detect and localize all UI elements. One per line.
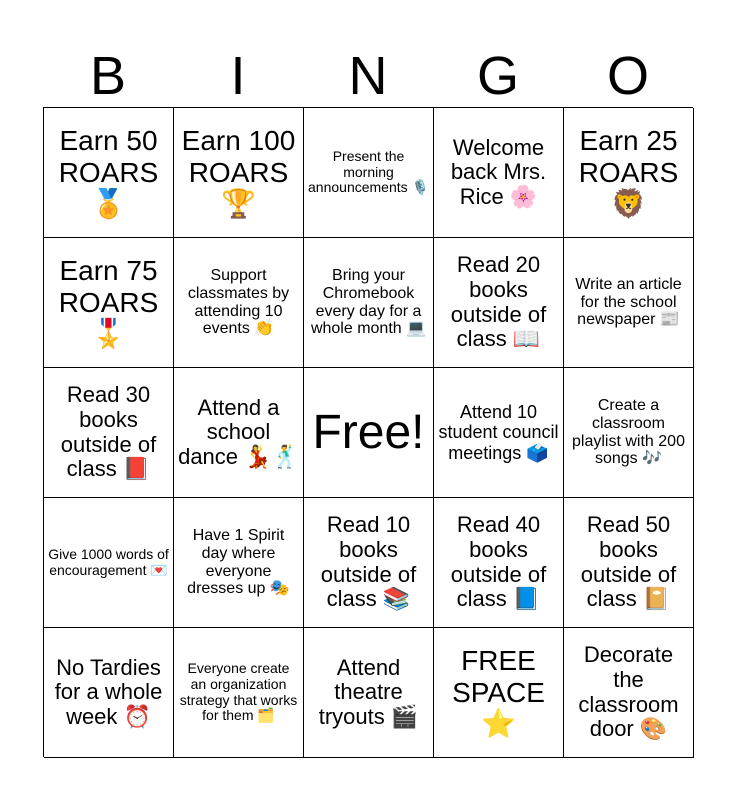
bingo-cell[interactable]: Attend theatre tryouts 🎬 xyxy=(304,628,434,758)
bingo-cell[interactable]: Support classmates by attending 10 events 👏 xyxy=(174,238,304,368)
bingo-cell[interactable]: Give 1000 words of encouragement 💌 xyxy=(44,498,174,628)
header-letter-n: N xyxy=(348,46,388,106)
bingo-cell[interactable]: No Tardies for a whole week ⏰ xyxy=(44,628,174,758)
bingo-cell[interactable]: Attend a school dance 💃🕺 xyxy=(174,368,304,498)
bingo-cell[interactable]: Bring your Chromebook every day for a whole month 💻 xyxy=(304,238,434,368)
bingo-cell[interactable]: Attend 10 student council meetings 🗳️ xyxy=(434,368,564,498)
bingo-cell[interactable]: Decorate the classroom door 🎨 xyxy=(564,628,694,758)
bingo-cell[interactable]: Earn 50 ROARS 🏅 xyxy=(44,108,174,238)
free-space-cell[interactable]: FREE SPACE ⭐ xyxy=(434,628,564,758)
header-letter-g: G xyxy=(476,46,519,106)
bingo-cell[interactable]: Read 50 books outside of class 📔 xyxy=(564,498,694,628)
bingo-cell[interactable]: Read 40 books outside of class 📘 xyxy=(434,498,564,628)
free-space-cell[interactable]: Free! xyxy=(304,368,434,498)
bingo-cell[interactable]: Earn 25 ROARS 🦁 xyxy=(564,108,694,238)
header-letter-i: I xyxy=(230,46,246,106)
header-letter-o: O xyxy=(606,46,649,106)
bingo-header xyxy=(43,45,693,107)
bingo-cell[interactable]: Read 10 books outside of class 📚 xyxy=(304,498,434,628)
bingo-cell[interactable]: Create a classroom playlist with 200 songs 🎶 xyxy=(564,368,694,498)
bingo-card-grid xyxy=(43,107,693,757)
bingo-cell[interactable]: Write an article for the school newspaper 📰 xyxy=(564,238,694,368)
bingo-cell[interactable]: Read 20 books outside of class 📖 xyxy=(434,238,564,368)
bingo-cell[interactable]: Everyone create an organization strategy that works for them 🗂️ xyxy=(174,628,304,758)
header-letter-b: B xyxy=(89,46,127,106)
bingo-cell[interactable]: Earn 100 ROARS 🏆 xyxy=(174,108,304,238)
bingo-cell[interactable]: Welcome back Mrs. Rice 🌸 xyxy=(434,108,564,238)
bingo-cell[interactable]: Earn 75 ROARS 🎖️ xyxy=(44,238,174,368)
bingo-cell[interactable]: Read 30 books outside of class 📕 xyxy=(44,368,174,498)
bingo-cell[interactable]: Have 1 Spirit day where everyone dresses up 🎭 xyxy=(174,498,304,628)
bingo-cell[interactable]: Present the morning announcements 🎙️ xyxy=(304,108,434,238)
